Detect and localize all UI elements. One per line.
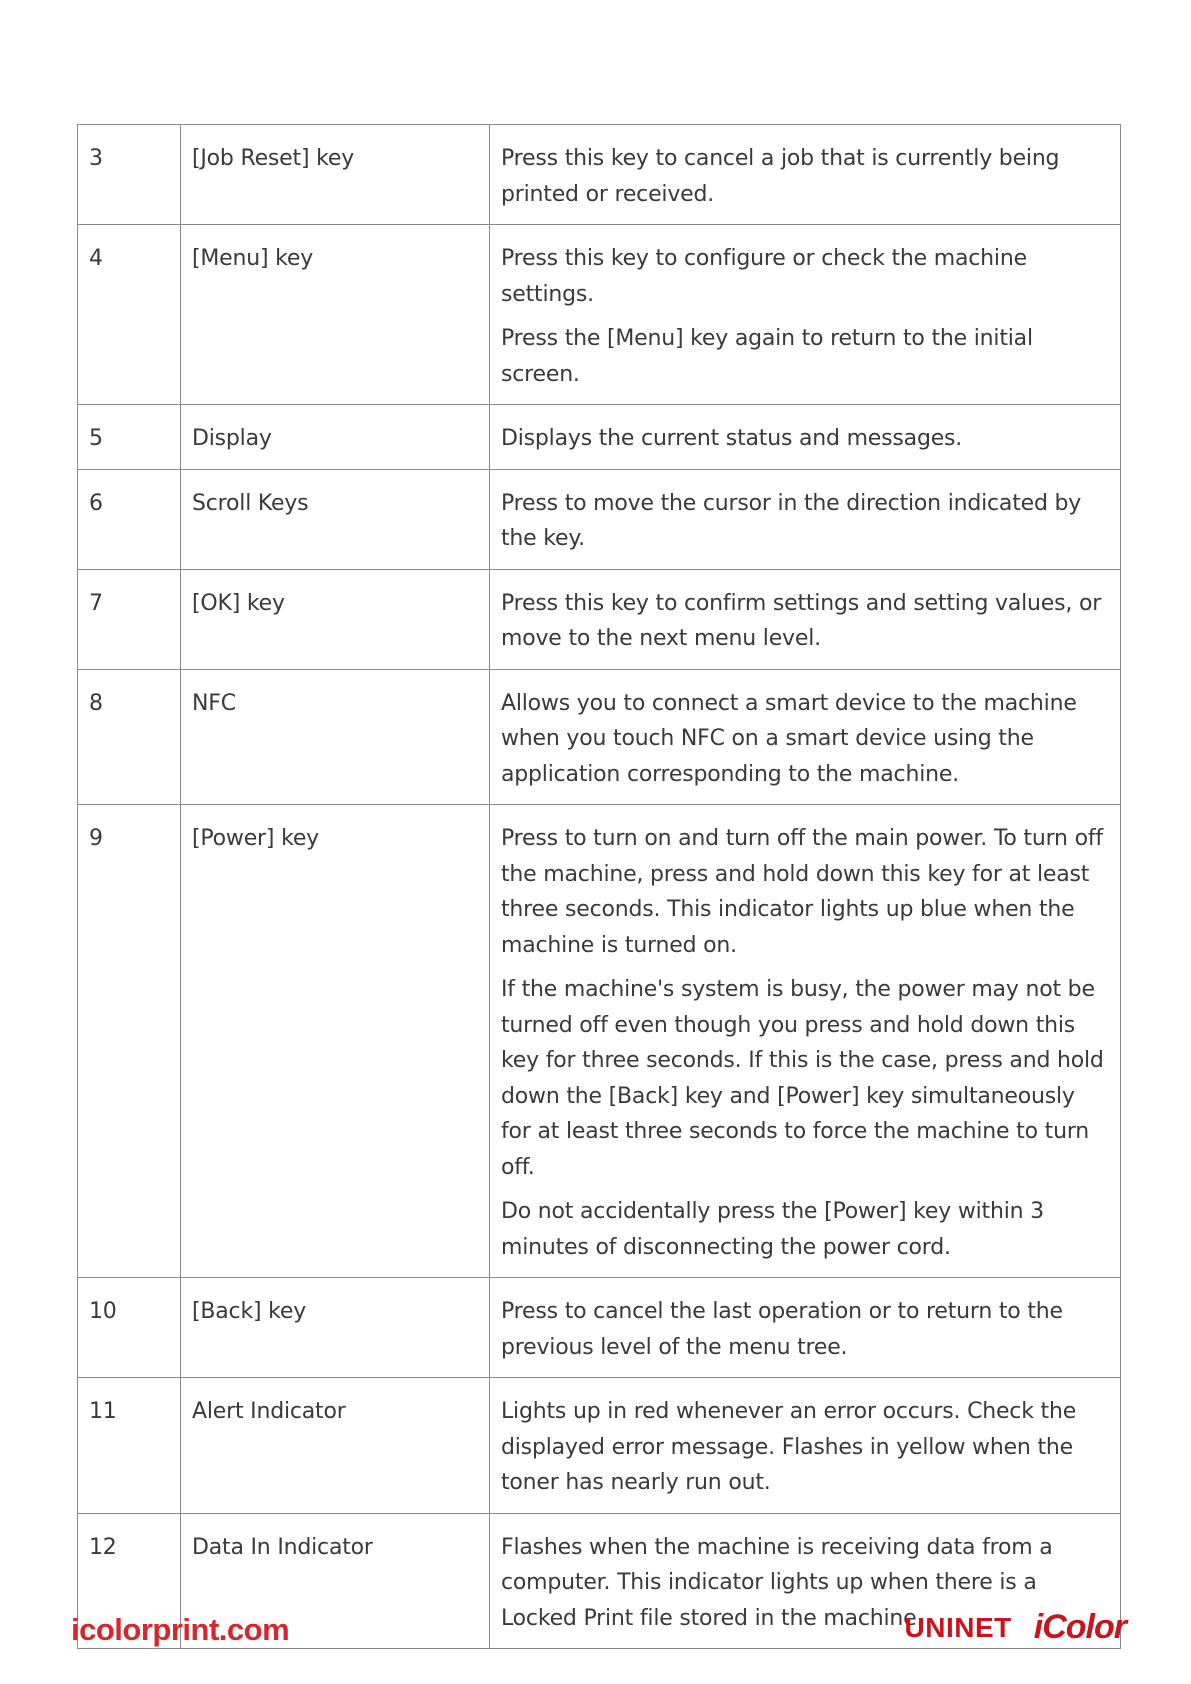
row-name: Alert Indicator [181,1378,490,1514]
description-paragraph: Press this key to cancel a job that is currently being printed or received. [501,146,1060,207]
row-number: 4 [78,225,181,405]
description-paragraph: If the machine's system is busy, the power may not be turned off even though you press and hold down this key for three seconds. If this is the case, press and hold down the [Back] key and [Power] key simultaneously for at least three seconds to force the machine to turn off. [501,977,1104,1180]
table-row [78,569,1121,669]
row-name: Display [181,405,490,470]
website-url[interactable]: icolorprint.com [71,1612,290,1647]
description-paragraph: Press to move the cursor in the direction indicated by the key. [501,490,1082,551]
row-name: [OK] key [181,569,490,669]
controls-table [77,124,1121,1649]
brand-logos [905,1608,1126,1647]
row-description [490,1378,1121,1514]
row-name: NFC [181,669,490,805]
table-row [78,805,1121,1278]
row-description [490,225,1121,405]
row-name: [Job Reset] key [181,125,490,225]
row-description [490,1278,1121,1378]
table-row [78,1278,1121,1378]
description-paragraph: Press to turn on and turn off the main power. To turn off the machine, press and hold down this key for at least three seconds. This indicator lights up blue when the machine is turned on. [501,826,1103,958]
table-row [78,469,1121,569]
row-number: 9 [78,805,181,1278]
row-number: 6 [78,469,181,569]
row-number: 12 [78,1513,181,1649]
row-number: 7 [78,569,181,669]
description-paragraph: Flashes when the machine is receiving data from a computer. This indicator lights up when there is a Locked Print file stored in the machine. [501,1534,1053,1631]
description-paragraph: Allows you to connect a smart device to the machine when you touch NFC on a smart device using the application corresponding to the machine. [501,690,1077,787]
row-number: 3 [78,125,181,225]
description-paragraph: Press this key to configure or check the machine settings. [501,246,1027,307]
row-description [490,805,1121,1278]
table-row [78,669,1121,805]
description-paragraph: Press to cancel the last operation or to return to the previous level of the menu tree. [501,1299,1063,1360]
row-name: [Power] key [181,805,490,1278]
row-name: [Back] key [181,1278,490,1378]
row-description [490,469,1121,569]
row-number: 10 [78,1278,181,1378]
table-row [78,1378,1121,1514]
table-row [78,125,1121,225]
table-row [78,405,1121,470]
description-paragraph: Press this key to confirm settings and setting values, or move to the next menu level. [501,590,1102,651]
description-paragraph: Lights up in red whenever an error occurs. Check the displayed error message. Flashes in yellow when the toner has nearly run out. [501,1399,1077,1495]
row-number: 5 [78,405,181,470]
row-number: 8 [78,669,181,805]
row-description [490,569,1121,669]
row-description [490,125,1121,225]
row-description [490,405,1121,470]
description-paragraph: Displays the current status and messages. [501,426,963,451]
row-number: 11 [78,1378,181,1514]
table-row [78,225,1121,405]
row-name: Scroll Keys [181,469,490,569]
row-name: [Menu] key [181,225,490,405]
row-description [490,669,1121,805]
description-paragraph: Do not accidentally press the [Power] key within 3 minutes of disconnecting the power cord. [501,1199,1044,1260]
uninet-logo: UNINET [904,1611,1012,1643]
description-paragraph: Press the [Menu] key again to return to the initial screen. [501,326,1033,387]
row-name: Data In Indicator [181,1513,490,1649]
icolor-logo: iColor [1033,1608,1126,1646]
